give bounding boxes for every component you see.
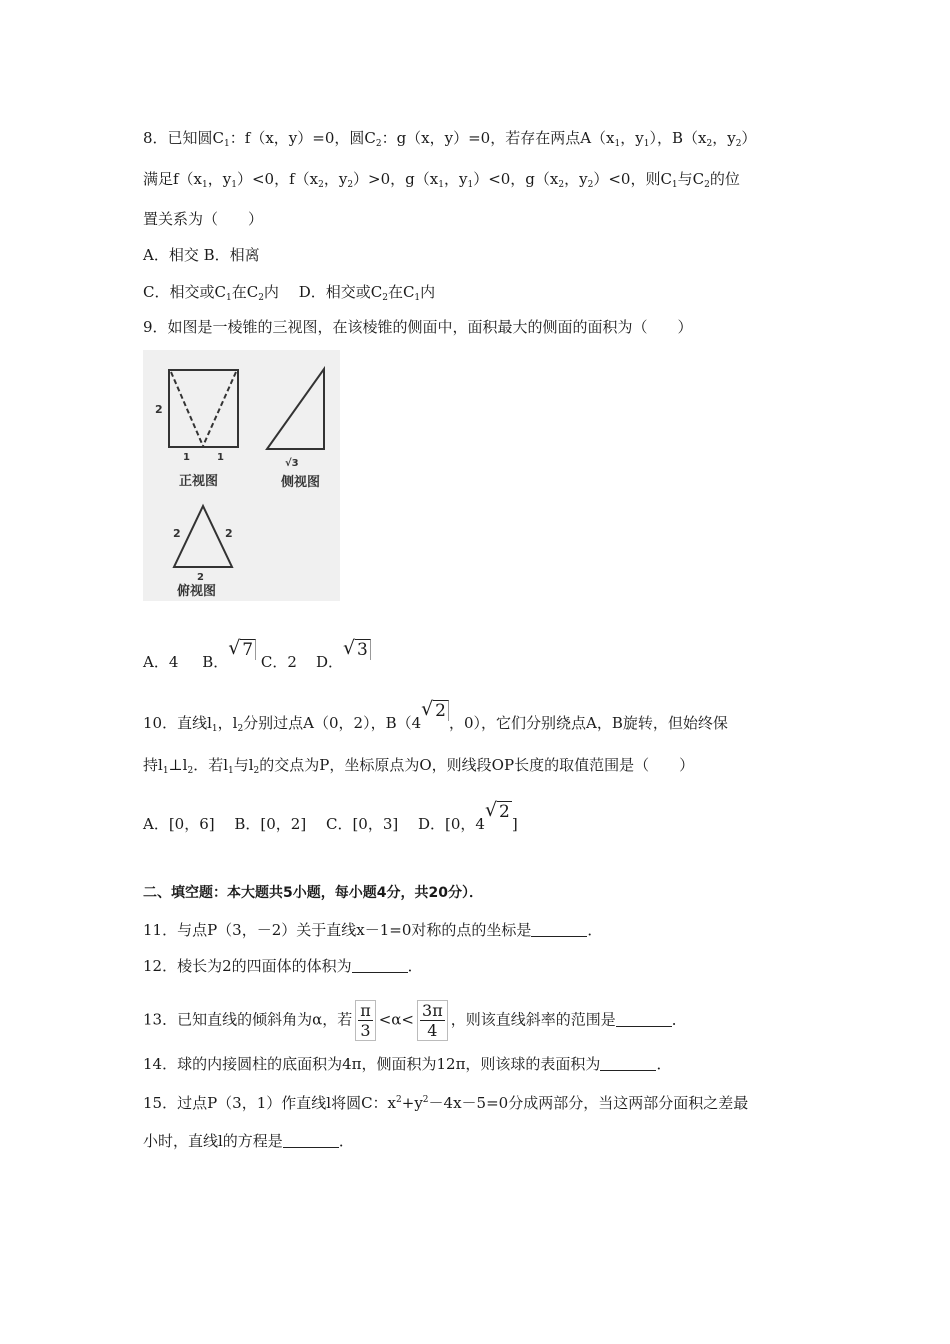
top-view-triangle	[174, 506, 232, 567]
q15-line2: 小时，直线l的方程是 ．	[143, 1132, 354, 1150]
side-label-sqrt3: √3	[285, 458, 299, 469]
q10-line1: 10．直线$l_1$，$l_2$分别过点A（0，2），B（4 √ 2，0），它们分别绕点A，B旋转，但始终保	[143, 698, 728, 734]
q8-line1: 8．已知圆$C_1$：f（x，y）=0，圆$C_2$：g（x，y）=0，若存在两点$A(x_1$，$y_1$），$B(x_2$，$y_2$）	[143, 129, 757, 149]
q12: 12．棱长为2的四面体的体积为 ．	[143, 957, 423, 975]
top-label-base: 2	[197, 572, 204, 583]
section-2-title: 二、填空题：本大题共5小题，每小题4分，共20分）．	[143, 885, 483, 901]
q8-line2: 满足$f(x_1$，$y_1)<0$，$f(x_2$，$y_2)>0$，$g(x_1$，$y_1)<0$，$g(x_2$，$y_2)<0$，则$C_1$与$C_2$的位	[143, 170, 740, 190]
top-label-left: 2	[173, 527, 181, 540]
q11: 11．与点P（3，－2）关于直线x－1=0对称的点的坐标是 ．	[143, 921, 603, 939]
q14: 14．球的内接圆柱的底面积为4π，侧面积为12π，则该球的表面积为 ．	[143, 1055, 672, 1073]
q8-options-ab: A．相交 B．相离	[143, 246, 260, 264]
fraction-pi-3: $\frac{\pi}{3}$	[355, 1000, 376, 1041]
q8-options-cd: C．相交或$C_1$在$C_2$内 D．相交或$C_2$在$C_1$内	[143, 283, 436, 303]
three-view-figure	[143, 350, 340, 601]
fraction-3pi-4: $\frac{3\pi}{4}$	[417, 1000, 448, 1041]
side-view-triangle	[267, 369, 324, 449]
front-label-base-left: 1	[183, 452, 190, 463]
q9-options: A．4 B． √ 7 C．2 D． √ 3	[143, 640, 371, 672]
q13: 13．已知直线的倾斜角为α，若 $\frac{\pi}{3}$ <α< $\frac{3\pi}{4}$ ，则该直线斜率的范围是 ．	[143, 1001, 687, 1040]
answer-blank	[600, 1056, 656, 1071]
q10-options: A．[0，6] B．[0，2] C．[0，3] D．[0，4 √ 2]	[143, 799, 518, 833]
q9-stem: 9．如图是一棱锥的三视图，在该棱锥的侧面中，面积最大的侧面的面积为（ ）	[143, 318, 693, 336]
q10-line2: 持$l_1\perp l_2$．若$l_1$与$l_2$的交点为P，坐标原点为O，则线段OP长度的取值范围是（ ）	[143, 756, 695, 776]
top-view-caption: 俯视图	[177, 584, 217, 599]
front-view-dash-right	[203, 372, 236, 446]
q8-line3: 置关系为（ ）	[143, 210, 264, 228]
front-label-height: 2	[155, 403, 163, 416]
answer-blank	[352, 958, 408, 973]
side-view-caption: 侧视图	[281, 475, 321, 490]
sqrt-2-option-d: √ 2	[484, 799, 510, 822]
sqrt-7: √ 7	[228, 640, 256, 660]
answer-blank	[283, 1133, 339, 1148]
answer-blank	[531, 922, 587, 937]
top-label-right: 2	[225, 527, 233, 540]
sqrt-3: √ 3	[343, 640, 371, 660]
q15-line1: 15．过点P（3，1）作直线l将圆C：$x^2+y^2-4x-5=0$分成两部分，当这两部分面积之差最	[143, 1094, 749, 1112]
front-view-square	[169, 370, 238, 447]
front-view-dash-left	[171, 372, 203, 446]
answer-blank	[616, 1012, 672, 1027]
front-label-base-right: 1	[217, 452, 224, 463]
front-view-caption: 正视图	[179, 474, 219, 489]
sqrt-2-point-b: √ 2	[421, 701, 449, 721]
